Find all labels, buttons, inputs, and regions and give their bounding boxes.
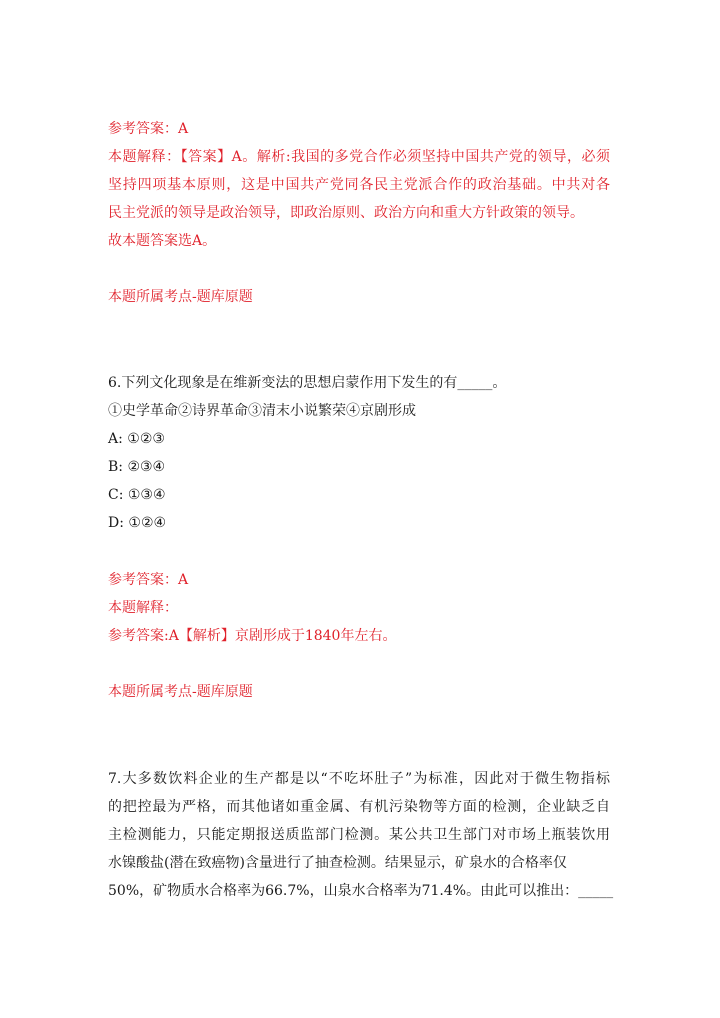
q6-answer: 参考答案：A <box>108 572 189 588</box>
q6-explanation-label: 本题解释： <box>108 600 178 616</box>
q5-answer: 参考答案：A <box>108 121 189 137</box>
q7-question-line-2: 的把控最为严格，而其他诸如重金属、有机污染物等方面的检测，企业缺乏自 <box>108 799 610 815</box>
q5-explanation-line-1: 本题解释：【答案】A。解析:我国的多党合作必须坚持中国共产党的领导，必须 <box>108 149 610 165</box>
q5-explanation-line-3: 民主党派的领导是政治领导，即政治原则、政治方向和重大方针政策的领导。 <box>108 205 584 221</box>
q6-option-c: C: ①③④ <box>108 487 166 503</box>
q6-option-b: B: ②③④ <box>108 459 166 475</box>
q6-question: 6.下列文化现象是在维新变法的思想启蒙作用下发生的有_____。 <box>108 375 507 391</box>
q5-explanation-line-2: 坚持四项基本原则，这是中国共产党同各民主党派合作的政治基础。中共对各 <box>108 177 610 193</box>
q7-question-line-5: 50%，矿物质水合格率为66.7%，山泉水合格率为71.4%。由此可以推出：_____ <box>108 883 614 899</box>
q6-items: ①史学革命②诗界革命③清末小说繁荣④京剧形成 <box>108 403 416 419</box>
q7-question-line-4: 水镍酸盐(潜在致癌物)含量进行了抽查检测。结果显示，矿泉水的合格率仅 <box>108 855 567 871</box>
q7-question-line-1: 7.大多数饮料企业的生产都是以“不吃坏肚子”为标准，因此对于微生物指标 <box>108 771 610 787</box>
q5-source: 本题所属考点-题库原题 <box>108 289 253 305</box>
q5-explanation-line-4: 故本题答案选A。 <box>108 233 217 249</box>
q6-option-a: A: ①②③ <box>108 431 165 447</box>
q6-option-d: D: ①②④ <box>108 515 167 531</box>
q7-question-line-3: 主检测能力，只能定期报送质监部门检测。某公共卫生部门对市场上瓶装饮用 <box>108 827 610 843</box>
q6-source: 本题所属考点-题库原题 <box>108 684 253 700</box>
q6-explanation-detail: 参考答案:A【解析】京剧形成于1840年左右。 <box>108 628 397 644</box>
